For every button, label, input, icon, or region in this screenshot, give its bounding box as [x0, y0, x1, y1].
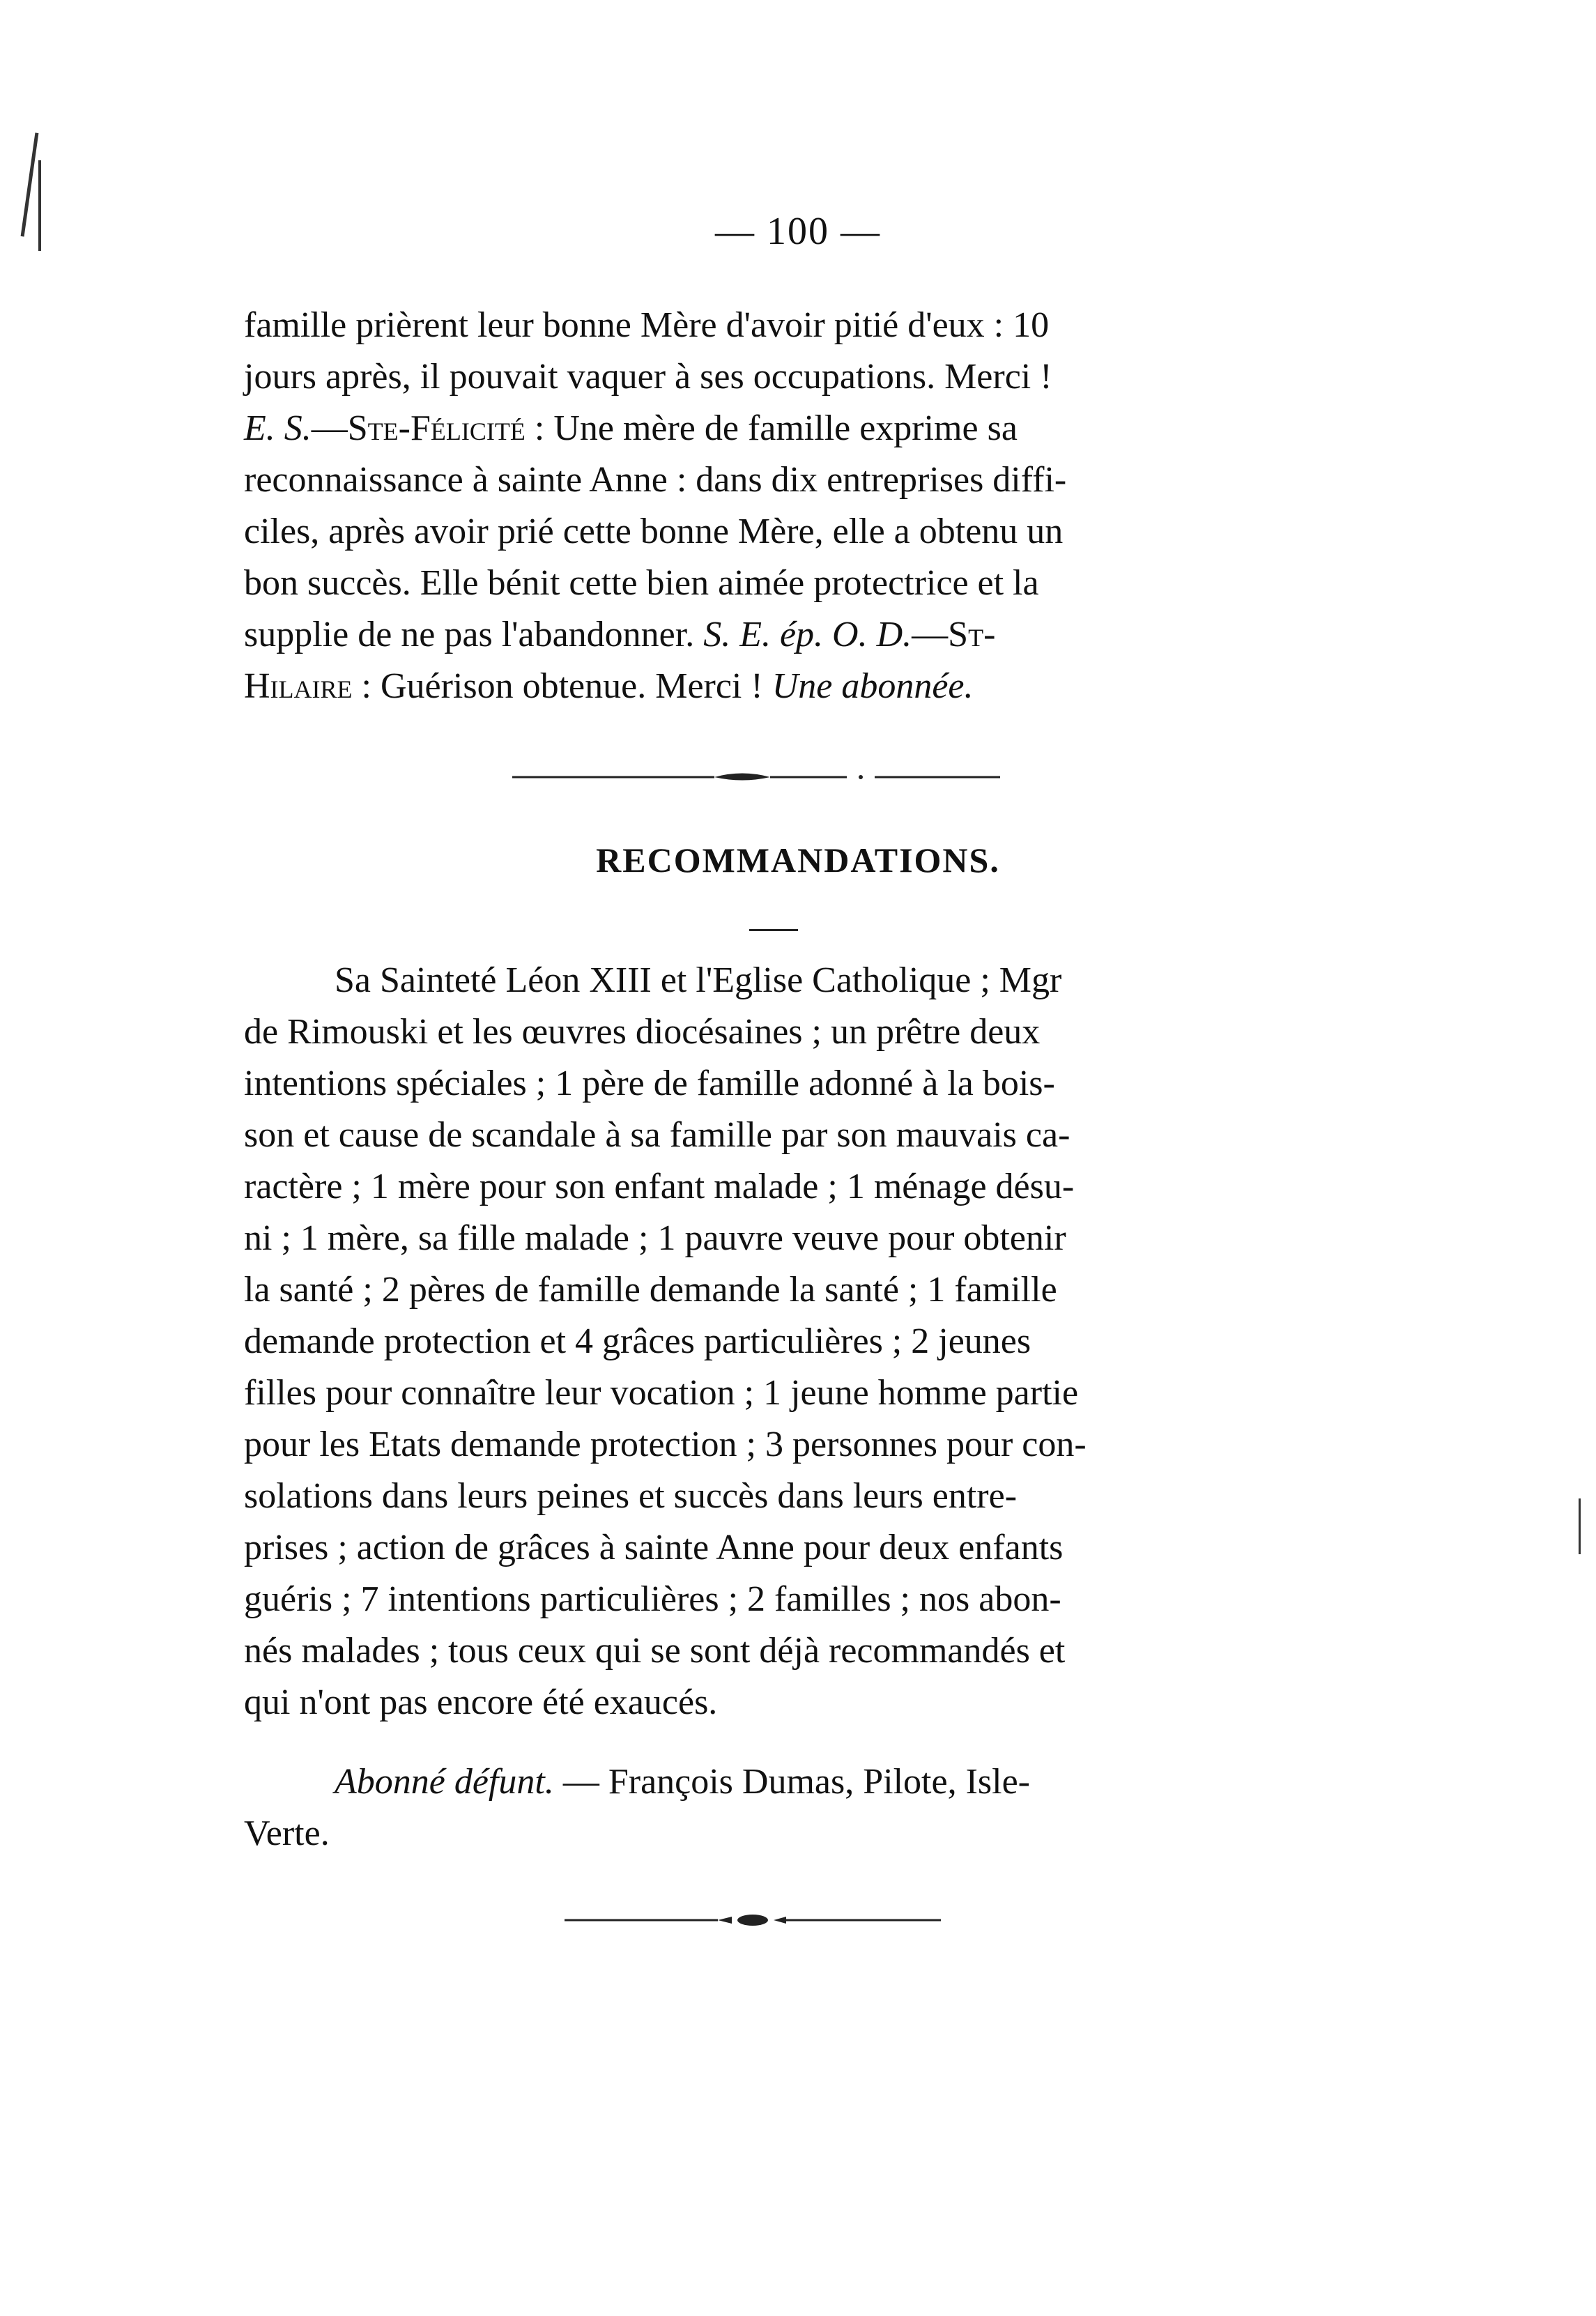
line: demande protection et 4 grâces particulières ; 2 jeunes [244, 1321, 1031, 1361]
line: Guérison obtenue. Merci ! [371, 666, 772, 706]
line: filles pour connaître leur vocation ; 1 jeune homme partie [244, 1373, 1079, 1413]
line: Verte. [244, 1813, 330, 1853]
line: Une mère de famille exprime sa [544, 408, 1018, 448]
line: intentions spéciales ; 1 père de famille adonné à la bois- [244, 1064, 1055, 1103]
line: prises ; action de grâces à sainte Anne pour deux enfants [244, 1528, 1064, 1567]
line: pour les Etats demande protection ; 3 personnes pour con- [244, 1425, 1087, 1464]
line: ni ; 1 mère, sa fille malade ; 1 pauvre veuve pour obtenir [244, 1218, 1066, 1258]
line: qui n'ont pas encore été exaucés. [244, 1682, 718, 1722]
place-name: Hilaire : [244, 666, 371, 706]
line: Sa Sainteté Léon XIII et l'Eglise Catholique ; Mgr [335, 960, 1062, 1000]
signature: E. S. [244, 408, 312, 448]
signature: Une abonnée. [772, 666, 974, 706]
deceased-label: Abonné défunt. [335, 1762, 554, 1802]
line: son et cause de scandale à sa famille par son mauvais ca- [244, 1115, 1071, 1155]
paragraph-deceased [244, 1756, 1268, 1859]
line: guéris ; 7 intentions particulières ; 2 familles ; nos abon- [244, 1579, 1061, 1619]
line: de Rimouski et les œuvres diocésaines ; un prêtre deux [244, 1012, 1041, 1052]
line: ractère ; 1 mère pour son enfant malade ; 1 ménage désu- [244, 1167, 1075, 1206]
place-name: —Ste-Félicité : [311, 408, 545, 448]
heading-rule [749, 929, 798, 931]
scan-mark-right [1579, 1498, 1581, 1554]
line: supplie de ne pas l'abandonner. [244, 615, 704, 654]
place-name: —St- [912, 615, 996, 654]
ornament-divider [512, 767, 1000, 788]
line: — François Dumas, Pilote, Isle- [553, 1762, 1030, 1802]
line: famille prièrent leur bonne Mère d'avoir pitié d'eux : 10 [244, 305, 1050, 345]
ornament-end [565, 1910, 941, 1931]
line: ciles, après avoir prié cette bonne Mère, elle a obtenu un [244, 512, 1064, 551]
section-heading: RECOMMANDATIONS. [596, 841, 1000, 880]
line: reconnaissance à sainte Anne : dans dix entreprises diffi- [244, 460, 1067, 500]
line: jours après, il pouvait vaquer à ses occupations. Merci ! [244, 357, 1052, 397]
line: la santé ; 2 pères de famille demande la santé ; 1 famille [244, 1270, 1057, 1310]
signature: S. E. ép. O. D. [703, 615, 912, 654]
page-number: — 100 — [715, 210, 881, 253]
paragraph-recommendations [244, 955, 1268, 1728]
line: nés malades ; tous ceux qui se sont déjà recommandés et [244, 1631, 1066, 1671]
line: solations dans leurs peines et succès dans leurs entre- [244, 1476, 1018, 1516]
paragraph-gratitude [244, 300, 1268, 712]
line: bon succès. Elle bénit cette bien aimée protectrice et la [244, 563, 1039, 603]
